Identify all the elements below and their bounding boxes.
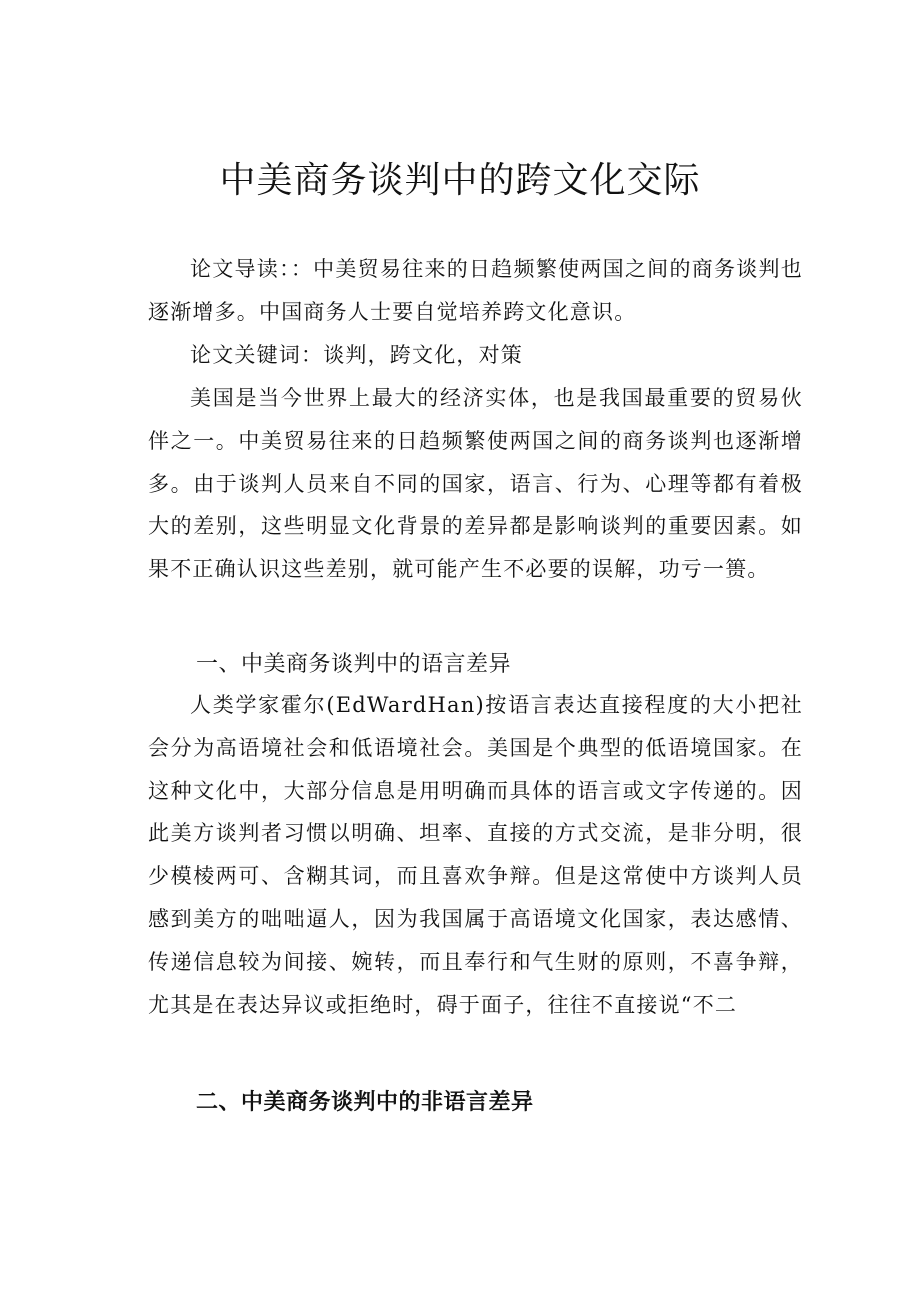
document-title: 中美商务谈判中的跨文化交际	[219, 160, 701, 201]
keywords-line: 论文关键词：谈判，跨文化，对策	[190, 343, 523, 367]
body-paragraph-1: 美国是当今世界上最大的经济实体，也是我国最重要的贸易伙伴之一。中美贸易往来的日趋频繁使两国之间的商务谈判也逐渐增多。由于谈判人员来自不同的国家，语言、行为、心理等都有着极大的差别，这些明显文化背景的差异都是影响谈判的重要因素。如果不正确认识这些差别，就可能产生不必要的误解，功亏一篑。	[148, 386, 803, 582]
section-heading-2: 二、中美商务谈判中的非语言差异	[196, 1090, 534, 1115]
intro-paragraph: 论文导读：：中美贸易往来的日趋频繁使两国之间的商务谈判也逐渐增多。中国商务人士要自觉培养跨文化意识。	[148, 257, 803, 324]
section-heading-1: 一、中美商务谈判中的语言差异	[196, 652, 512, 677]
body-paragraph-2: 人类学家霍尔(EdWardHan)按语言表达直接程度的大小把社会分为高语境社会和低语境社会。美国是个典型的低语境国家。在这种文化中，大部分信息是用明确而具体的语言或文字传递的。因此美方谈判者习惯以明确、坦率、直接的方式交流，是非分明，很少模棱两可、含糊其词，而且喜欢争辩。但是这常使中方谈判人员感到美方的咄咄逼人，因为我国属于高语境文化国家，表达感情、传递信息较为间接、婉转，而且奉行和气生财的原则，不喜争辩，尤其是在表达异议或拒绝时，碍于面子，往往不直接说“不二	[148, 693, 803, 1017]
